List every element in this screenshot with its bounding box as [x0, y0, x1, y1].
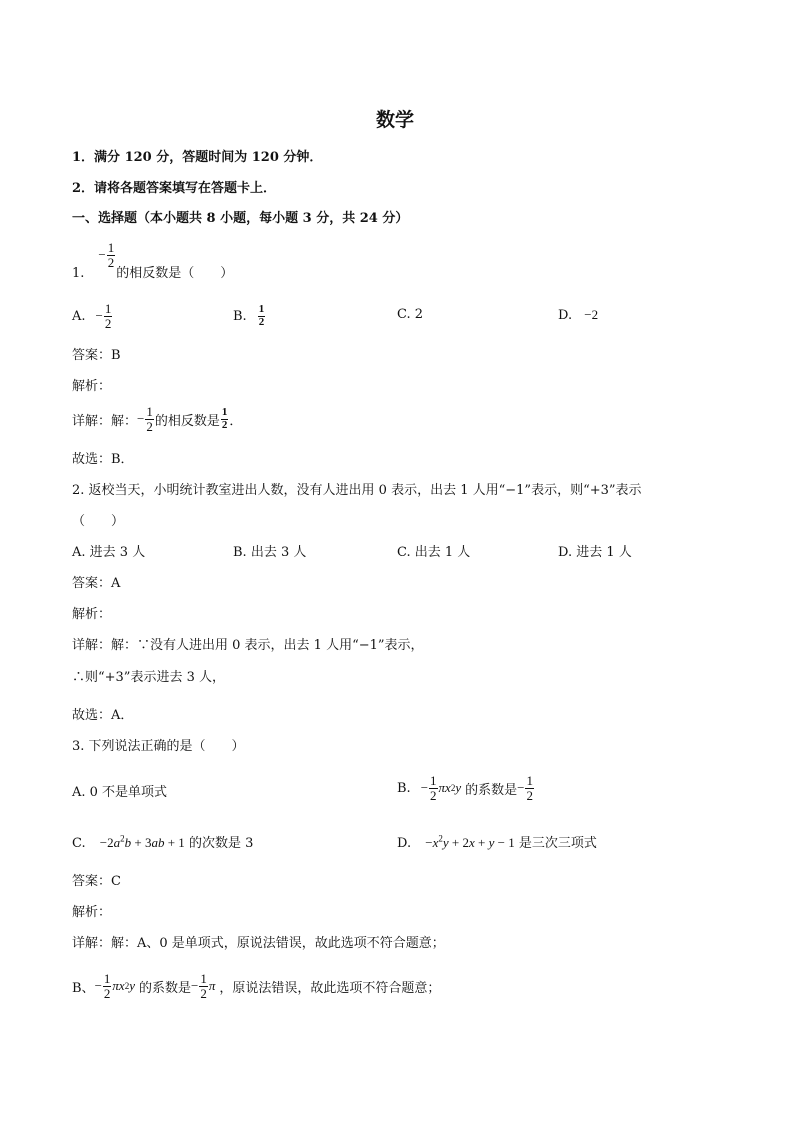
q2-choose: 故选：A．: [72, 708, 134, 723]
q3-option-c-plus: + 3: [131, 835, 152, 850]
q3-option-b-pi: π: [438, 780, 446, 795]
q3-answer: 答案：C: [72, 874, 121, 889]
q1-choose: 故选：B．: [72, 452, 134, 467]
q3-option-d-neg: −: [425, 835, 433, 850]
q3-detail-b-x: x: [118, 978, 125, 993]
q1-fraction: [98, 241, 116, 285]
q3-option-d-y: y: [442, 835, 449, 850]
note-2: 2．请将各题答案填写在答题卡上．: [72, 181, 277, 196]
q3-detail-1: 详解：解：A、0 是单项式，原说法错误，故此选项不符合题意；: [72, 936, 445, 951]
q3-option-a: A. 0 不是单项式: [72, 785, 168, 800]
q3-detail-b-num: 1: [103, 970, 111, 986]
q1-detail-den2: 2: [221, 418, 228, 431]
q1-option-a-frac: [104, 302, 113, 330]
q3-analysis: 解析：: [72, 905, 112, 920]
q3-option-d-x2: x: [468, 835, 475, 850]
q1-option-d-value: −2: [584, 307, 599, 322]
q3-option-c-coef: −2: [99, 835, 114, 850]
q3-stem: 3. 下列说法正确的是（ ）: [72, 739, 245, 754]
q1-frac-sign: −: [98, 247, 106, 262]
q1-detail-mid: 的相反数是: [154, 413, 220, 429]
q3-option-b-sup: 2: [450, 783, 456, 793]
q1-option-d-label: D.: [558, 308, 573, 323]
q3-detail-b-pi: π: [112, 978, 119, 993]
q1-detail: [72, 400, 242, 438]
q3-option-d-sup: 2: [438, 833, 443, 844]
q3-option-c-ab: ab: [151, 835, 165, 850]
q2-stem-paren: （ ）: [72, 514, 125, 529]
q2-detail-2: ∴则“+3”表示进去 3 人，: [72, 670, 225, 685]
q1-option-a-num: 1: [104, 300, 112, 316]
q3-option-b-mid: 的系数是: [465, 782, 518, 798]
q1-number: 1.: [72, 266, 85, 281]
q1-detail-num2: 1: [221, 405, 228, 418]
q1-detail-num: 1: [146, 403, 153, 419]
q2-option-d: D. 进去 1 人: [558, 545, 632, 560]
q3-option-b-frac2: [525, 774, 534, 802]
q3-option-c-sup: 2: [120, 833, 125, 844]
q3-option-b-frac: [429, 774, 438, 802]
q3-option-b-x: x: [445, 780, 451, 795]
q3-option-c: [72, 832, 253, 851]
q3-option-b-den2: 2: [526, 787, 533, 803]
q3-detail-b-sign: −: [94, 978, 102, 993]
q3-option-b-label: B.: [397, 780, 411, 796]
q3-detail-b-den2: 2: [200, 985, 207, 1001]
q1-detail-frac2: [221, 407, 229, 431]
note-1: 1．满分 120 分，答题时间为 120 分钟．: [72, 150, 323, 165]
q1-option-c: C. 2: [397, 307, 424, 322]
q1-option-b-den: 2: [258, 315, 265, 328]
q3-option-c-b: b: [124, 835, 132, 850]
q3-detail-b-pi2: π: [208, 978, 216, 993]
q1-option-a: [72, 298, 113, 334]
q3-detail-b-frac: [103, 972, 112, 1000]
q3-option-c-text: 的次数是 3: [188, 836, 254, 851]
q3-detail-b-num2: 1: [200, 970, 207, 986]
q1-option-b-frac: [258, 304, 266, 328]
q2-option-c: C. 出去 1 人: [397, 545, 471, 560]
q3-option-c-a: a: [113, 835, 121, 850]
q1-frac-den: 2: [107, 254, 115, 270]
q3-option-c-tail: + 1: [164, 835, 185, 850]
q1-option-b: [233, 300, 266, 332]
q2-detail-1: 详解：解：∵没有人进出用 0 表示，出去 1 人用“−1”表示，: [72, 638, 424, 653]
q3-detail-b-sup: 2: [124, 981, 130, 991]
q2-analysis: 解析：: [72, 607, 112, 622]
q1-detail-sign: −: [137, 411, 145, 426]
q3-detail-b-end: ，原说法错误，故此选项不符合题意；: [219, 980, 441, 996]
q3-option-b-den: 2: [430, 787, 437, 803]
q1-detail-prefix: 详解：解：: [72, 413, 138, 429]
section-heading: 一、选择题（本小题共 8 小题，每小题 3 分，共 24 分）: [72, 211, 409, 226]
q1-detail-end: ．: [229, 413, 243, 429]
q3-detail-b-mid: 的系数是: [138, 980, 191, 996]
q3-detail-b-frac2: [199, 972, 208, 1000]
q3-option-d-rest2: +: [474, 835, 489, 850]
q1-detail-den: 2: [146, 418, 153, 434]
q3-option-b-sign: −: [420, 780, 429, 795]
q3-option-d-rest1: + 2: [448, 835, 469, 850]
q2-option-a: A. 进去 3 人: [72, 545, 146, 560]
q1-option-a-sign: −: [95, 308, 103, 323]
q1-stem: [72, 241, 233, 285]
q3-option-c-label: C.: [72, 836, 86, 851]
q3-option-b-y: y: [455, 780, 462, 795]
q3-option-b-sign2: −: [517, 780, 525, 795]
q1-answer: 答案：B: [72, 348, 121, 363]
q3-option-d-label: D.: [397, 836, 412, 851]
q2-answer: 答案：A: [72, 576, 121, 591]
q3-detail-b-label: B、: [72, 980, 95, 996]
page-title: 数学: [376, 109, 415, 131]
q1-frac: [107, 241, 116, 269]
q3-option-d-rest3: − 1: [494, 835, 515, 850]
q2-stem: 2. 返校当天，小明统计教室进出人数，没有人进出用 0 表示，出去 1 人用“−1”表示，则“+3”表示: [72, 483, 642, 498]
q3-detail-b: [72, 966, 440, 1006]
q1-analysis: 解析：: [72, 379, 112, 394]
q3-detail-b-y: y: [129, 978, 135, 993]
q3-detail-b-sign2: −: [191, 978, 199, 993]
q1-stem-text: 的相反数是（ ）: [116, 266, 234, 281]
q3-option-b-num: 1: [430, 772, 437, 788]
q3-option-d-x: x: [432, 835, 439, 850]
q2-option-b: B. 出去 3 人: [233, 545, 307, 560]
q1-frac-num: 1: [107, 240, 115, 255]
q1-option-a-den: 2: [104, 315, 112, 331]
q3-option-b-num2: 1: [526, 772, 533, 788]
q3-detail-b-den: 2: [103, 985, 111, 1001]
q1-option-b-label: B.: [233, 308, 247, 324]
q3-option-d-text: 是三次三项式: [518, 836, 597, 851]
q3-option-d: [397, 832, 597, 851]
q3-option-b: [397, 768, 535, 808]
q1-option-a-label: A.: [72, 308, 86, 324]
q1-detail-frac: [145, 405, 154, 433]
q1-option-b-num: 1: [258, 302, 265, 315]
q3-option-d-y2: y: [488, 835, 495, 850]
q1-option-d: [558, 307, 598, 323]
